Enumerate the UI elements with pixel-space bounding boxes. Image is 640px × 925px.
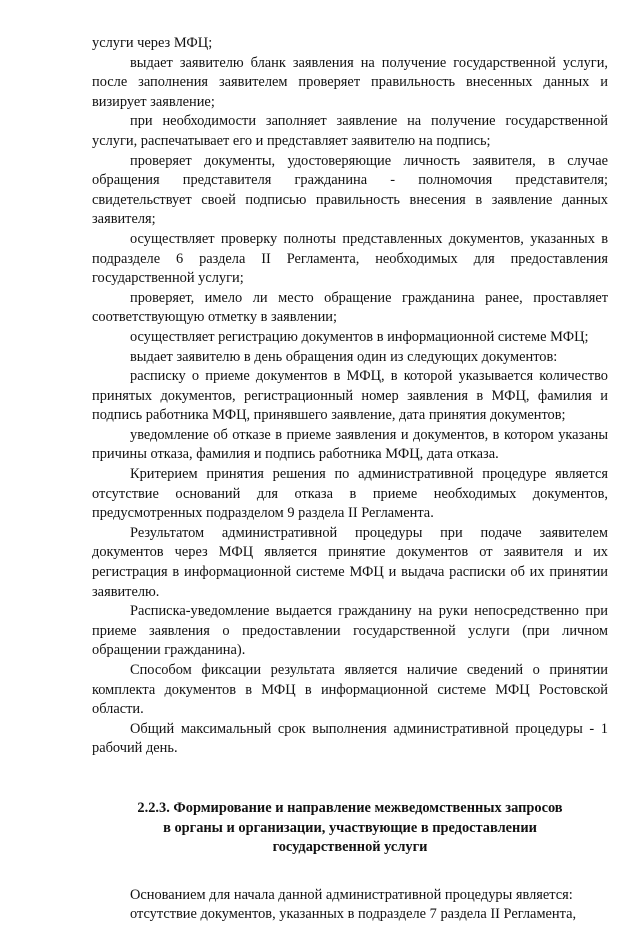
spacer: [92, 759, 608, 799]
paragraph: услуги через МФЦ;: [92, 35, 213, 51]
paragraph: проверяет документы, удостоверяющие личность заявителя, в случае обращения представителя гражданина - полномочия представителя; свидетельствует своей подписью правильность внесения в заявление данных заявителя;: [92, 152, 608, 228]
paragraph: осуществляет проверку полноты представленных документов, указанных в подразделе 6 раздела II Регламента, необходимых для предоставления государственной услуги;: [92, 230, 608, 287]
paragraph: Расписка-уведомление выдается гражданину на руки непосредственно при приеме заявления о предоставлении государственной услуги (при личном обращении гражданина).: [92, 603, 608, 659]
paragraph: осуществляет регистрацию документов в информационной системе МФЦ;: [130, 328, 589, 345]
section-heading-line: в органы и организации, участвующие в предоставлении: [163, 819, 537, 836]
paragraph: расписку о приеме документов в МФЦ, в которой указывается количество принятых документов, регистрационный номер заявления в МФЦ, фамилия и подпись работника МФЦ, принявшего заявление, дата принятия документов;: [92, 368, 608, 424]
paragraph: выдает заявителю в день обращения один из следующих документов:: [130, 348, 558, 365]
paragraph: отсутствие документов, указанных в подразделе 7 раздела II Регламента,: [130, 906, 577, 923]
paragraph: проверяет, имело ли место обращение гражданина ранее, проставляет соответствующую отметку в заявлении;: [92, 289, 608, 326]
paragraph: уведомление об отказе в приеме заявления и документов, в котором указаны причины отказа, фамилия и подпись работника МФЦ, дата отказа.: [92, 426, 608, 463]
section-heading-line: 2.2.3. Формирование и направление межведомственных запросов: [137, 799, 563, 816]
section-heading-line: государственной услуги: [272, 839, 428, 856]
section-heading: [92, 799, 608, 858]
spacer: [92, 858, 608, 886]
paragraph: Общий максимальный срок выполнения административной процедуры - 1 рабочий день.: [92, 720, 608, 757]
paragraph: Критерием принятия решения по административной процедуре является отсутствие оснований для отказа в приеме необходимых документов, предусмотренных подразделом 9 раздела II Регламента.: [92, 466, 608, 522]
document-page: [92, 34, 608, 925]
paragraph: Результатом административной процедуры при подаче заявителем документов через МФЦ является принятие документов от заявителя и их регистрация в информационной системе МФЦ и выдача расписки об их принятии заявителю.: [92, 524, 608, 600]
paragraph: выдает заявителю бланк заявления на получение государственной услуги, после заполнения заявителем проверяет правильность внесенных данных и визирует заявление;: [92, 54, 608, 110]
paragraph: Способом фиксации результата является наличие сведений о принятии комплекта документов в МФЦ в информационной системе МФЦ Ростовской области.: [92, 662, 608, 718]
paragraph: при необходимости заполняет заявление на получение государственной услуги, распечатывает его и представляет заявителю на подпись;: [92, 113, 608, 149]
paragraph: Основанием для начала данной административной процедуры является:: [130, 886, 573, 903]
